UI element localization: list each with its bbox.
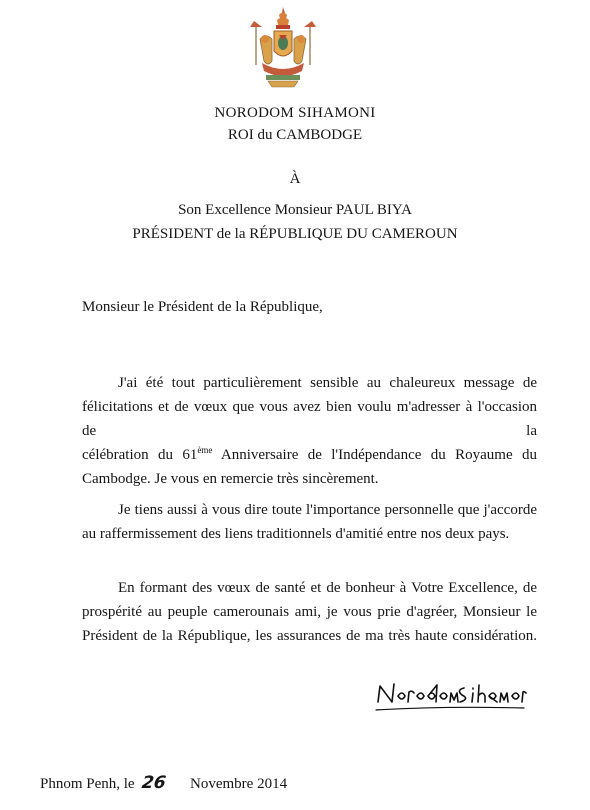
recipient-title: PRÉSIDENT de la RÉPUBLIQUE DU CAMEROUN — [132, 226, 458, 242]
paragraph-line: Je tiens aussi à vous dire toute l'importance personnelle que j'accorde — [118, 502, 537, 518]
sender-name: NORODOM SIHAMONI — [214, 105, 376, 121]
place-label: Phnom Penh, le — [40, 776, 135, 792]
paragraph-closing — [82, 576, 537, 648]
line-text: célébration du 61 — [82, 447, 198, 463]
handwritten-day: 26 — [140, 773, 168, 793]
paragraph-friendship — [82, 498, 537, 546]
paragraph-thanks — [82, 371, 537, 491]
line-text: Anniversaire de l'Indépendance du Royaume du — [212, 447, 537, 463]
month-year: Novembre 2014 — [190, 776, 288, 792]
ordinal-suffix: ème — [197, 445, 213, 455]
sender-title: ROI du CAMBODGE — [227, 127, 363, 143]
royal-coat-of-arms-icon — [246, 5, 320, 89]
paragraph-line: prospérité au peuple camerounais ami, je vous prie d'agréer, Monsieur le — [82, 604, 537, 620]
paragraph-line: Cambodge. Je vous en remercie très sincèrement. — [82, 471, 379, 487]
paragraph-line: Président de la République, les assurances de ma très haute considération. — [82, 628, 537, 644]
paragraph-line: au raffermissement des liens traditionnels d'amitié entre nos deux pays. — [82, 526, 510, 542]
place-and-date — [40, 774, 287, 793]
recipient-name: Son Excellence Monsieur PAUL BIYA — [178, 202, 412, 218]
paragraph-line: En formant des vœux de santé et de bonheur à Votre Excellence, de — [118, 580, 537, 596]
to-marker: À — [289, 171, 301, 187]
handwritten-signature — [372, 672, 528, 716]
paragraph-line — [82, 443, 537, 467]
paragraph-line: félicitations et de vœux que vous avez bien voulu m'adresser à l'occasion de la — [82, 399, 537, 439]
salutation: Monsieur le Président de la République, — [82, 299, 323, 315]
paragraph-line: J'ai été tout particulièrement sensible au chaleureux message de — [118, 375, 537, 391]
